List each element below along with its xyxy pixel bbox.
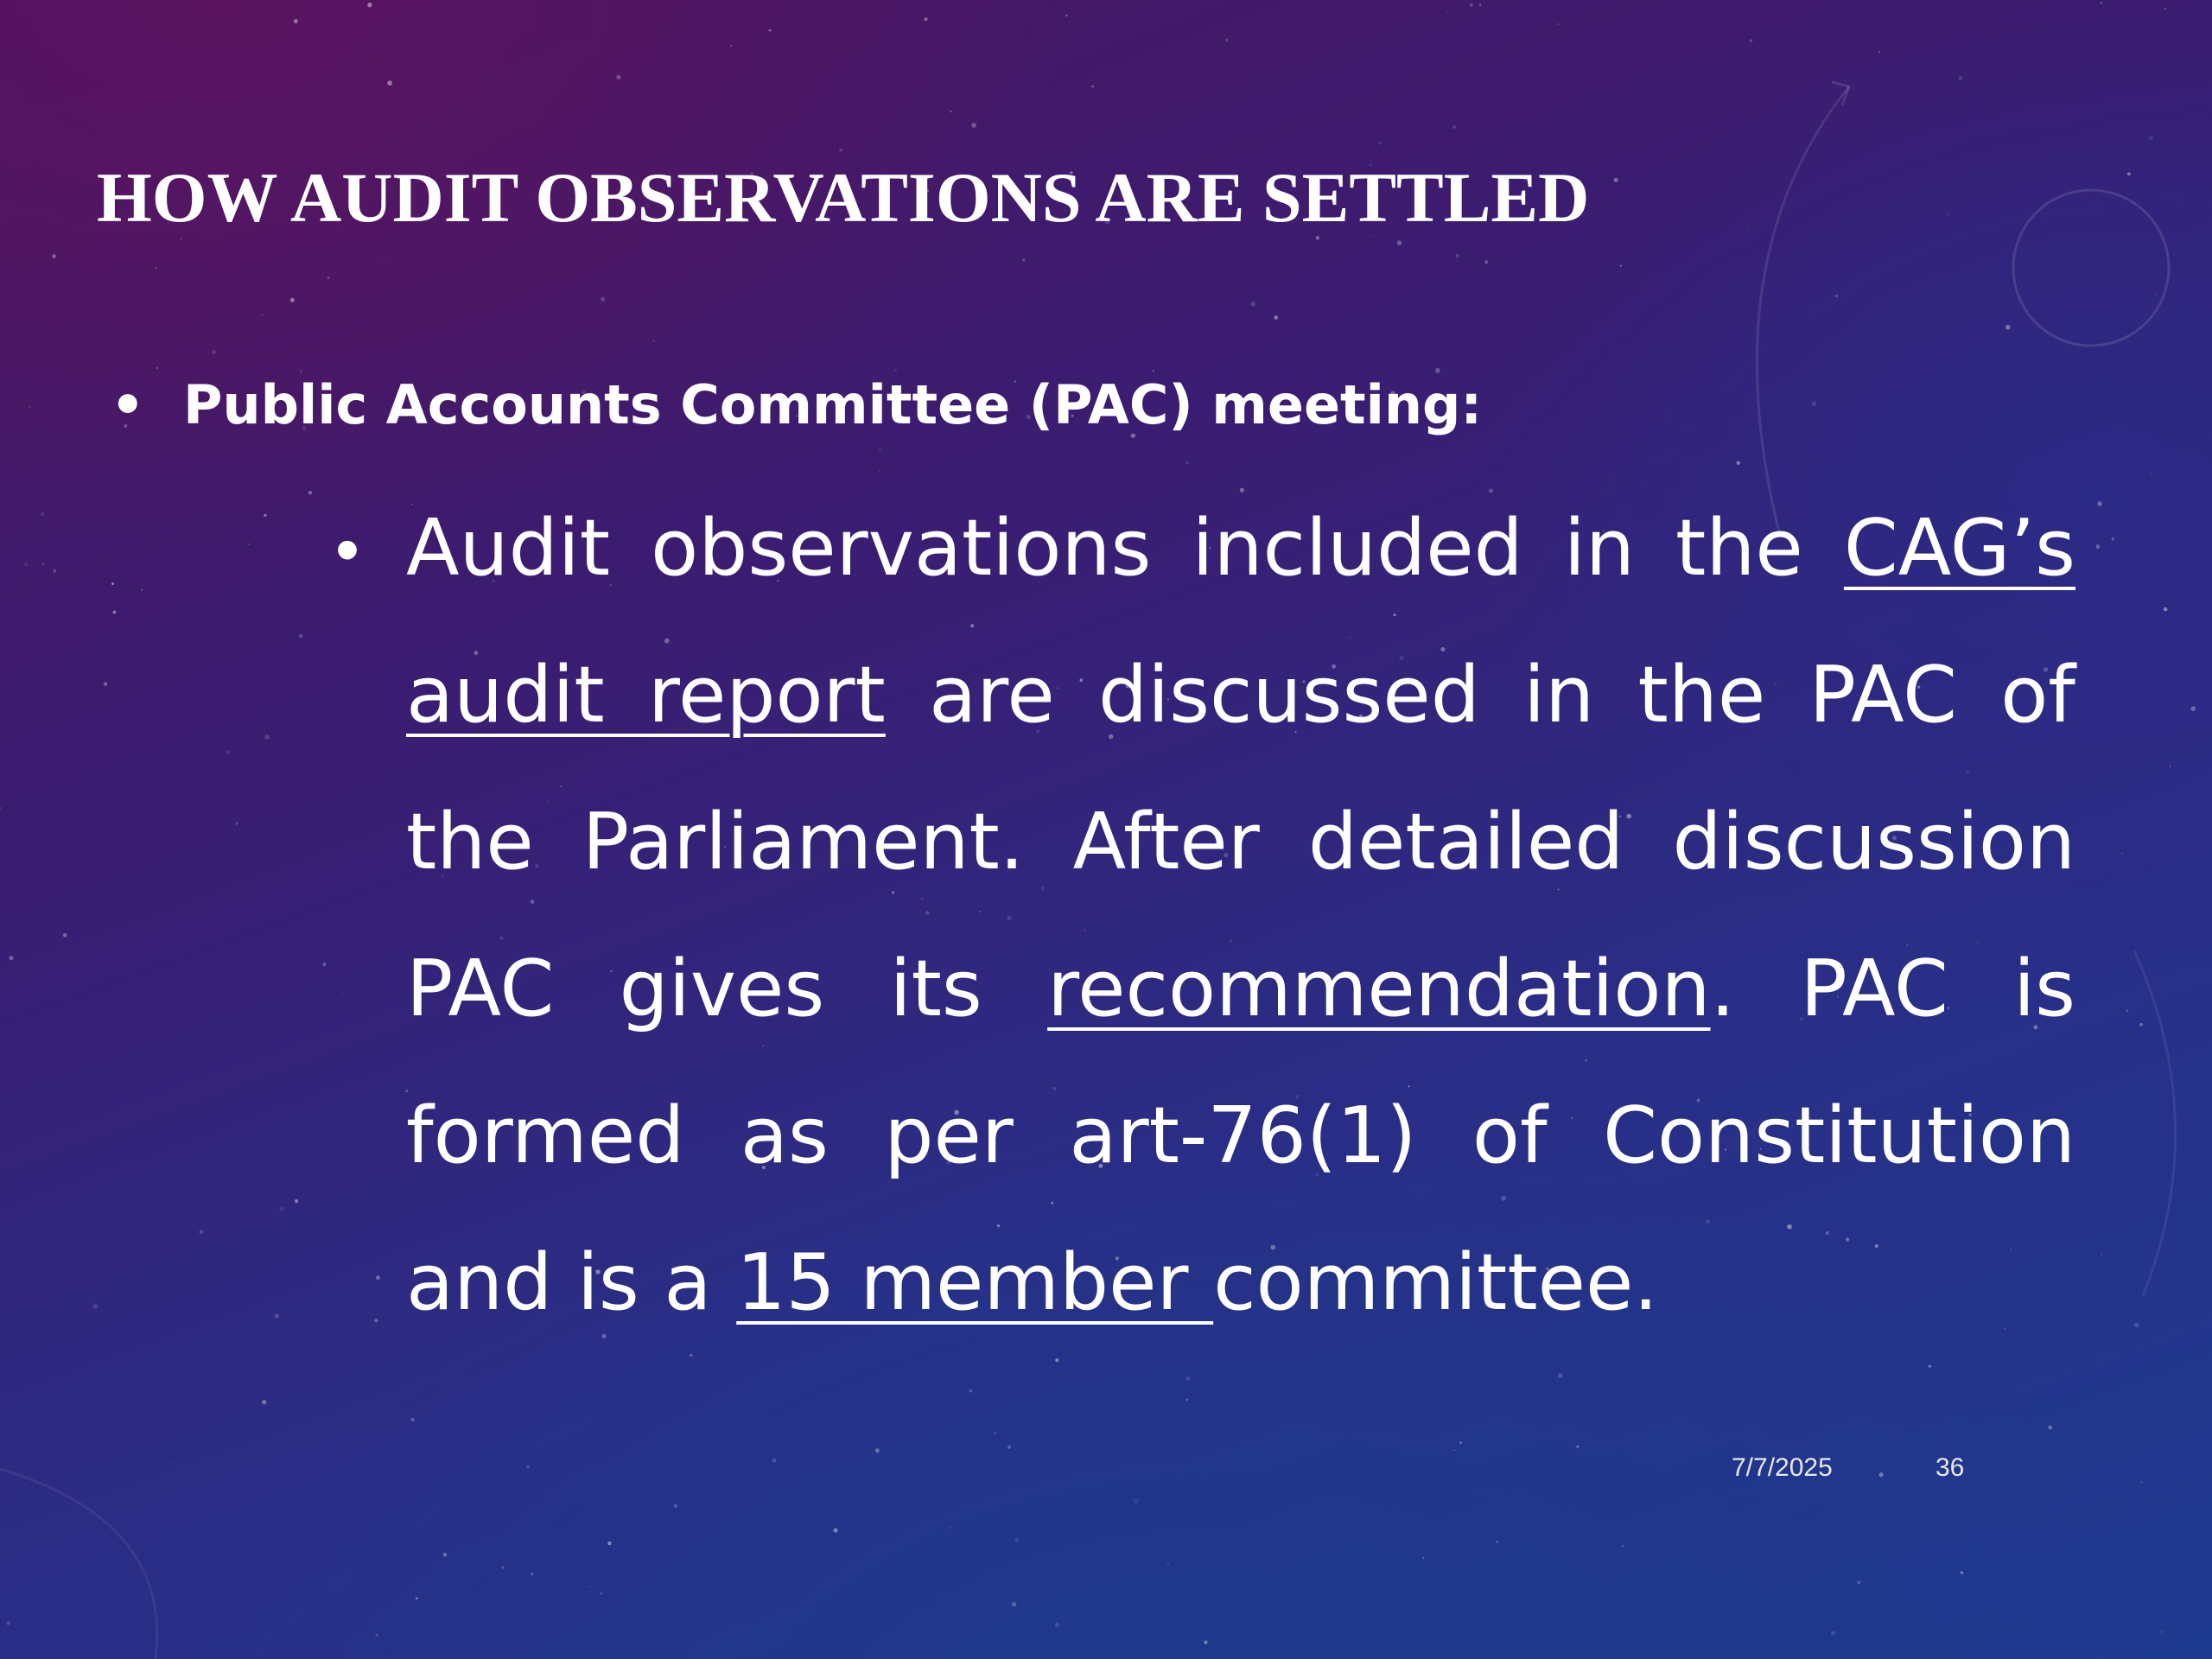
- star: [2150, 473, 2152, 474]
- star: [526, 1465, 530, 1469]
- star: [839, 149, 842, 152]
- star: [1055, 1358, 1058, 1362]
- star: [226, 750, 231, 754]
- star: [141, 589, 143, 592]
- star: [180, 238, 181, 239]
- star: [600, 1592, 603, 1596]
- star: [290, 298, 295, 302]
- star: [327, 276, 330, 279]
- star: [616, 75, 620, 79]
- star: [651, 1656, 652, 1657]
- star: [1470, 3, 1473, 7]
- slide-title: HOW AUDIT OBSERVATIONS ARE SETTLED: [97, 158, 1590, 237]
- star: [1497, 1541, 1498, 1542]
- star: [156, 367, 158, 369]
- star: [1620, 265, 1622, 267]
- star: [41, 512, 44, 516]
- star: [1455, 254, 1459, 258]
- star: [2140, 1481, 2143, 1484]
- star: [248, 543, 250, 545]
- star: [200, 1230, 204, 1234]
- star: [879, 470, 880, 472]
- star: [994, 1432, 997, 1435]
- underlined-term: CAG’s audit report: [406, 503, 2075, 741]
- star: [2096, 544, 2101, 549]
- star: [1065, 15, 1067, 16]
- star: [1007, 1446, 1011, 1449]
- star: [1878, 51, 1880, 53]
- star: [275, 1313, 280, 1319]
- star: [2127, 172, 2131, 175]
- star: [63, 933, 67, 938]
- star: [10, 956, 14, 960]
- star: [1167, 1564, 1169, 1566]
- star: [971, 123, 976, 128]
- star: [1479, 3, 1482, 6]
- star: [1153, 370, 1154, 372]
- paragraph-segment: . PAC is formed as per art-76(1) of Constitution and is a: [406, 944, 2075, 1328]
- star: [1831, 1631, 1835, 1636]
- star: [2164, 607, 2168, 612]
- star: [1835, 295, 1838, 297]
- underlined-term: 15 member: [736, 1237, 1214, 1328]
- star: [879, 448, 882, 451]
- paragraph-segment: are discussed in the PAC of the Parliament. After detailed discussion PAC gives its: [406, 650, 2075, 1034]
- star: [0, 807, 2, 810]
- star: [93, 1304, 99, 1309]
- star: [674, 1504, 677, 1508]
- star: [279, 1206, 283, 1211]
- star: [2149, 136, 2153, 140]
- star: [261, 314, 264, 316]
- star: [1274, 315, 1278, 320]
- star: [1091, 85, 1094, 87]
- star: [308, 491, 312, 494]
- star: [1435, 368, 1440, 373]
- star: [875, 1448, 880, 1452]
- star: [1812, 401, 1817, 406]
- star: [295, 1199, 298, 1203]
- star: [299, 633, 303, 638]
- footer-date: 7/7/2025: [1732, 1453, 1833, 1482]
- star: [42, 563, 44, 565]
- star: [1453, 1449, 1456, 1452]
- star: [1750, 39, 1753, 42]
- star: [1204, 1641, 1207, 1644]
- star: [1446, 12, 1448, 14]
- star: [2155, 294, 2157, 296]
- footer-page-number: 36: [1936, 1453, 1965, 1482]
- star: [2139, 1023, 2143, 1027]
- star: [1959, 76, 1963, 80]
- star: [1623, 1545, 1624, 1547]
- star: [294, 19, 298, 23]
- star: [1055, 1622, 1060, 1627]
- bullet-level1: [111, 373, 1483, 436]
- star: [2164, 8, 2166, 10]
- star: [1879, 1472, 1884, 1477]
- underlined-term: recommendation: [1047, 944, 1711, 1034]
- star: [1134, 1498, 1139, 1503]
- star: [1379, 142, 1382, 144]
- star: [29, 406, 30, 408]
- star: [2170, 766, 2171, 767]
- star: [2190, 706, 2196, 711]
- paragraph-segment: committee.: [1213, 1237, 1658, 1328]
- star: [1422, 1557, 1424, 1559]
- bullet-level2-paragraph: [406, 475, 2075, 1357]
- star: [949, 1526, 950, 1528]
- star: [730, 45, 732, 47]
- star: [416, 1597, 418, 1599]
- star: [531, 1573, 533, 1575]
- star: [894, 369, 897, 372]
- star: [2121, 853, 2123, 855]
- star: [1251, 302, 1255, 306]
- star: [1736, 461, 1740, 466]
- star: [1225, 39, 1228, 41]
- star: [769, 29, 772, 32]
- star: [264, 514, 267, 518]
- star: [834, 1529, 838, 1533]
- star: [1186, 1399, 1189, 1402]
- star: [387, 80, 392, 86]
- bullet-marker: •: [335, 511, 360, 588]
- star: [372, 61, 374, 63]
- star: [53, 569, 56, 573]
- star: [969, 1389, 973, 1393]
- star: [2097, 501, 2101, 505]
- star: [653, 340, 655, 342]
- star: [589, 1586, 591, 1588]
- star: [1452, 125, 1456, 129]
- star: [111, 582, 114, 585]
- star: [52, 254, 56, 258]
- star: [1948, 213, 1949, 215]
- star: [411, 1418, 415, 1421]
- star: [607, 1541, 611, 1545]
- star: [443, 1553, 447, 1556]
- bullet-level2: [335, 503, 2075, 1357]
- star: [170, 1461, 172, 1463]
- star: [2160, 1630, 2163, 1633]
- star: [262, 1400, 266, 1404]
- star: [23, 563, 28, 567]
- star: [1459, 1441, 1462, 1444]
- star: [2126, 1009, 2128, 1012]
- star: [1858, 1581, 1860, 1584]
- star: [113, 611, 117, 614]
- bullet-level1-text: Public Accounts Committee (PAC) meeting:: [183, 373, 1483, 436]
- star: [212, 350, 216, 354]
- star: [235, 822, 238, 824]
- star: [502, 1567, 505, 1569]
- paragraph-segment: Audit observations included in the: [406, 503, 1844, 594]
- star: [2101, 2, 2103, 4]
- star: [1185, 1376, 1190, 1380]
- bullet-marker: •: [111, 373, 145, 436]
- star: [772, 1459, 777, 1463]
- star: [1558, 1373, 1563, 1378]
- star: [2134, 1323, 2139, 1328]
- star: [2101, 1254, 2102, 1255]
- star: [264, 734, 270, 740]
- star: [1961, 1571, 1963, 1573]
- star: [1929, 1364, 1931, 1367]
- star: [1186, 461, 1189, 464]
- star: [924, 17, 927, 21]
- star: [950, 111, 952, 112]
- star: [1012, 1602, 1017, 1607]
- star: [1748, 226, 1750, 227]
- star: [323, 963, 327, 966]
- star: [6, 1621, 10, 1624]
- star: [1614, 178, 1618, 182]
- star: [601, 297, 605, 302]
- star: [1558, 23, 1560, 25]
- star: [375, 1634, 378, 1637]
- star: [1484, 260, 1488, 264]
- star: [1576, 1446, 1579, 1448]
- star: [1022, 258, 1026, 262]
- star: [2048, 1426, 2052, 1430]
- star: [104, 682, 108, 686]
- star: [2005, 325, 2011, 330]
- star: [1397, 240, 1402, 245]
- star: [2112, 537, 2115, 541]
- star: [367, 3, 372, 7]
- star: [155, 267, 156, 269]
- star: [1015, 1538, 1020, 1542]
